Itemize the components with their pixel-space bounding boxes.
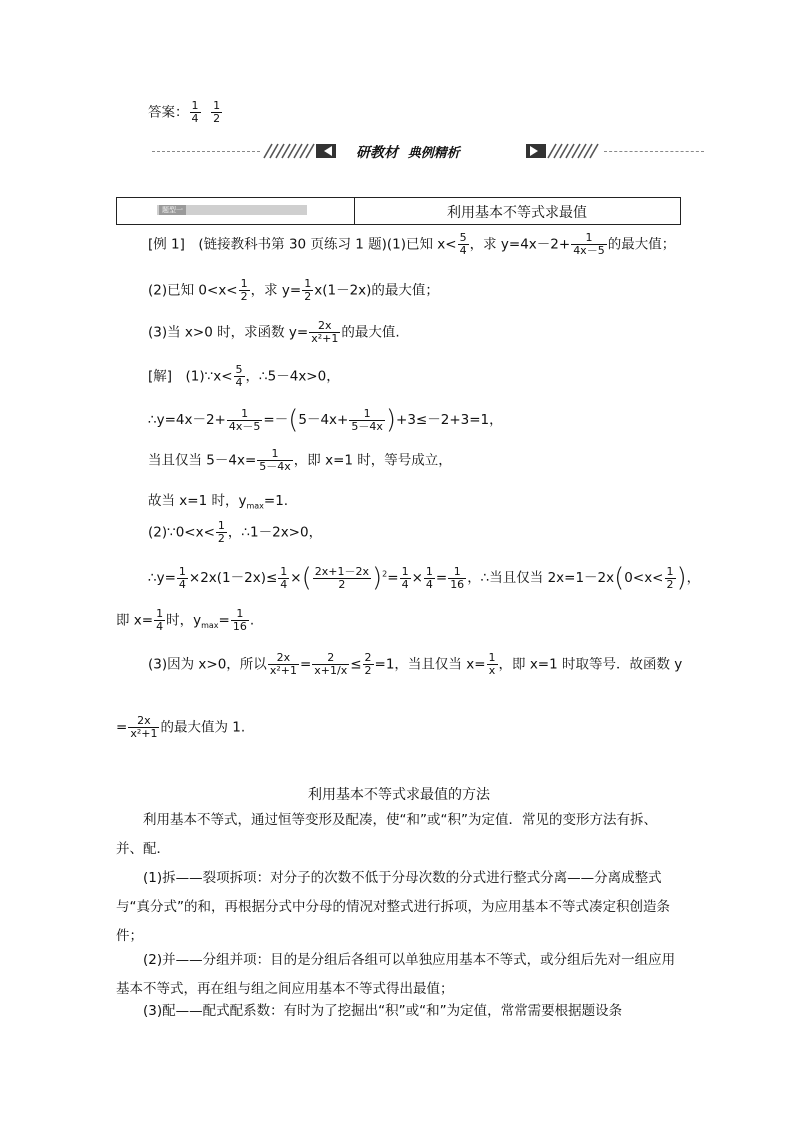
answer-fraction-2: $\frac{1}{2}$: [213, 99, 221, 125]
answer-fraction-1: $\frac{1}{4}$: [191, 99, 199, 125]
banner-right-ornament: [524, 142, 604, 160]
solution-line-5: (2)∵0<x< $\frac{1}{2}$ ，∴1－2x>0，: [148, 519, 323, 545]
method-title: 利用基本不等式求最值的方法: [308, 787, 490, 803]
solution-line-9: = $\frac{2x}{\text{x²+1}}$ 的最大值为 1.: [116, 714, 246, 740]
solution-line-4: 故当 x=1 时，$y_{max}=1$.: [148, 493, 289, 511]
solution-line-1: [解] (1)∵x< $\frac{5}{4}$ ，∴5－4x>0，: [148, 363, 340, 389]
topic-table: [116, 197, 681, 225]
topic-tag: 题型一: [157, 205, 307, 215]
banner-left-ornament: [258, 142, 338, 160]
method-para-4: (3)配——配式配系数：有时为了挖掘出“积”或“和”为定值，常常需要根据题设条: [143, 1003, 623, 1019]
method-para-2: (1)拆——裂项拆项：对分子的次数不低于分母次数的分式进行整式分离——分离成整式与“真分式”的和，再根据分式中分母的情况对整式进行拆项，为应用基本不等式凑定积创造条件；: [116, 870, 670, 944]
answer-label: 答案：: [148, 104, 189, 121]
solution-line-2: ∴y=4x－2+ $\frac{1}{4x-5}$ =－(5－4x+ $\frac{1}{5-4x}$ )+3≤－2+3=1，: [148, 405, 503, 435]
answer-line: [148, 100, 223, 125]
example-q1: [例 1] (链接教科书第 30 页练习 1 题)(1)已知 x< $\frac{5}{4}$ ，求 y=4x－2+ $\frac{1}{4x-5}$ 的最大值；: [148, 231, 676, 257]
solution-line-7: 即 x= $\frac{1}{4}$ 时，$y_{max}=$ $\frac{1}{16}$ .: [116, 607, 255, 633]
example-q3: (3)当 x>0 时，求函数 y= $\frac{2x}{\text{x²+1}}$ 的最大值.: [148, 319, 400, 345]
solution-line-8: (3)因为 x>0，所以 $\frac{2x}{\text{x²+1}}$ = $\frac{2}{x+1/x}$ ≤ $\frac{2}{2}$ =1，当且仅当 x= $\frac{1}{x}$ ，即 x=1 时取等号．故函数 y: [148, 651, 683, 677]
topic-caption: 利用基本不等式求最值: [447, 205, 587, 221]
method-para-3: (2)并——分组并项：目的是分组后各组可以单独应用基本不等式，或分组后先对一组应用基本不等式，再在组与组之间应用基本不等式得出最值；: [116, 952, 676, 997]
banner-title: 研教材 典例精析: [356, 145, 460, 161]
example-q2: (2)已知 0<x< $\frac{1}{2}$ ，求 y= $\frac{1}{2}$ x(1－2x)的最大值；: [148, 277, 439, 303]
solution-line-6: ∴y= $\frac{1}{4}$ ×2x(1－2x)≤ $\frac{1}{4}$ ×( $\frac{2x+1-2x}{2}$ )$^2$= $\frac{1}{4}$ × $\frac{1}{4}$ = $\frac{1}{16}$ ，∴当且仅当 2x=1－2x(0<x< $\frac{1}{2}$ )，: [148, 563, 701, 593]
method-para-1: 利用基本不等式，通过恒等变形及配凑，使“和”或“积”为定值．常见的变形方法有拆、并、配．: [116, 812, 657, 857]
solution-line-3: 当且仅当 5－4x= $\frac{1}{5-4x}$ ，即 x=1 时，等号成立，: [148, 447, 452, 473]
